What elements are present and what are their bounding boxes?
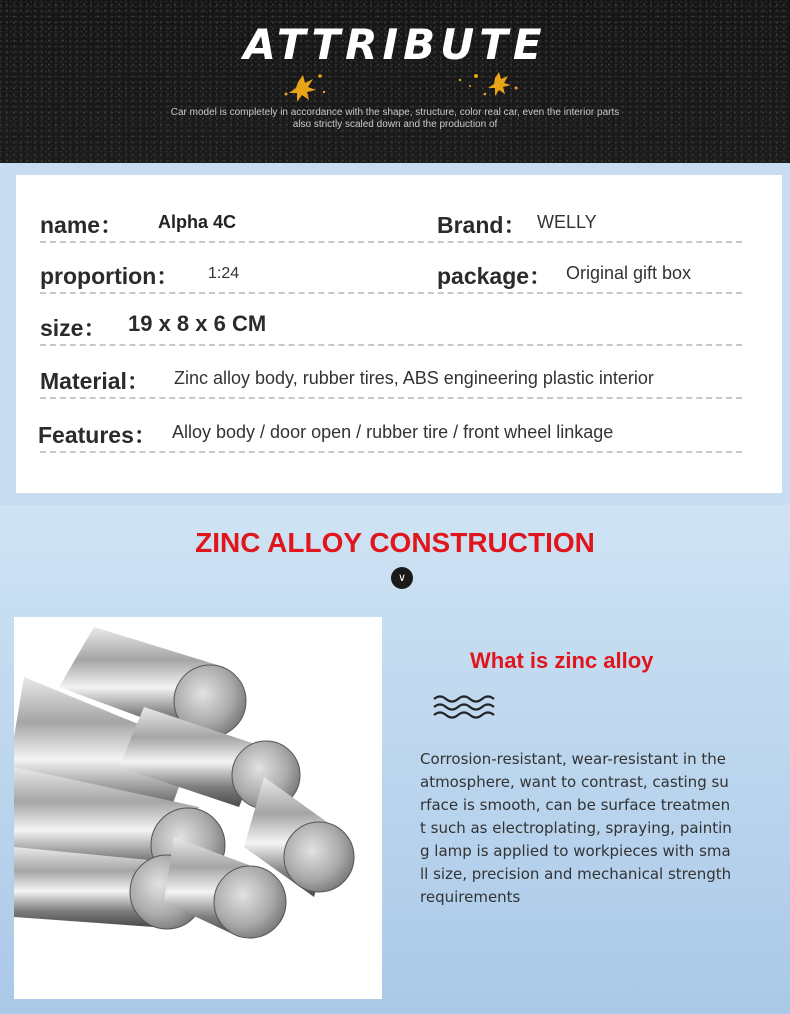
attribute-card — [16, 175, 782, 493]
description-line: rface is smooth, can be surface treatmen — [420, 796, 731, 814]
package-label: package： — [437, 263, 553, 289]
attribute-row-proportion — [40, 256, 742, 294]
wave-icon — [432, 695, 498, 721]
name-label: name： — [40, 212, 124, 238]
attribute-row-features — [40, 415, 742, 453]
description-line: g lamp is applied to workpieces with sma — [420, 842, 731, 860]
size-label: size： — [40, 315, 107, 341]
features-value: Alloy body / door open / rubber tire / front wheel linkage — [172, 422, 614, 442]
brand-value: WELLY — [537, 212, 597, 232]
proportion-label: proportion： — [40, 263, 180, 289]
section-heading: ZINC ALLOY CONSTRUCTION — [195, 527, 595, 558]
brand-label: Brand： — [437, 212, 527, 238]
material-value: Zinc alloy body, rubber tires, ABS engineering plastic interior — [174, 368, 654, 388]
header-subtitle: Car model is completely in accordance with the shape, structure, color real car, even the interior parts also strictly scaled down and the production of — [170, 107, 620, 130]
attribute-header — [0, 0, 790, 163]
header-title: ATTRIBUTE — [243, 20, 547, 69]
zinc-alloy-section — [0, 505, 790, 1014]
package-value: Original gift box — [566, 263, 692, 283]
chevron-down-icon[interactable]: ∨ — [391, 567, 413, 589]
zinc-alloy-subheading: What is zinc alloy — [470, 648, 654, 673]
paint-splash-icon — [280, 68, 530, 104]
name-value: Alpha 4C — [158, 212, 237, 232]
description-line: Corrosion-resistant, wear-resistant in the — [420, 750, 726, 768]
features-label: Features： — [38, 422, 157, 448]
description-line: atmosphere, want to contrast, casting su — [420, 773, 729, 791]
material-label: Material： — [40, 368, 150, 394]
steel-rods-image — [14, 617, 382, 999]
size-value: 19 x 8 x 6 CM — [128, 311, 267, 336]
attribute-row-name — [40, 205, 742, 243]
zinc-alloy-description — [420, 748, 770, 909]
description-line: t such as electroplating, spraying, paintin — [420, 819, 732, 837]
description-line: requirements — [420, 888, 521, 906]
description-line: ll size, precision and mechanical strength — [420, 865, 732, 883]
attribute-row-material — [40, 361, 742, 399]
attribute-panel — [0, 163, 790, 505]
proportion-value: 1:24 — [208, 265, 240, 282]
attribute-row-size — [40, 308, 742, 346]
